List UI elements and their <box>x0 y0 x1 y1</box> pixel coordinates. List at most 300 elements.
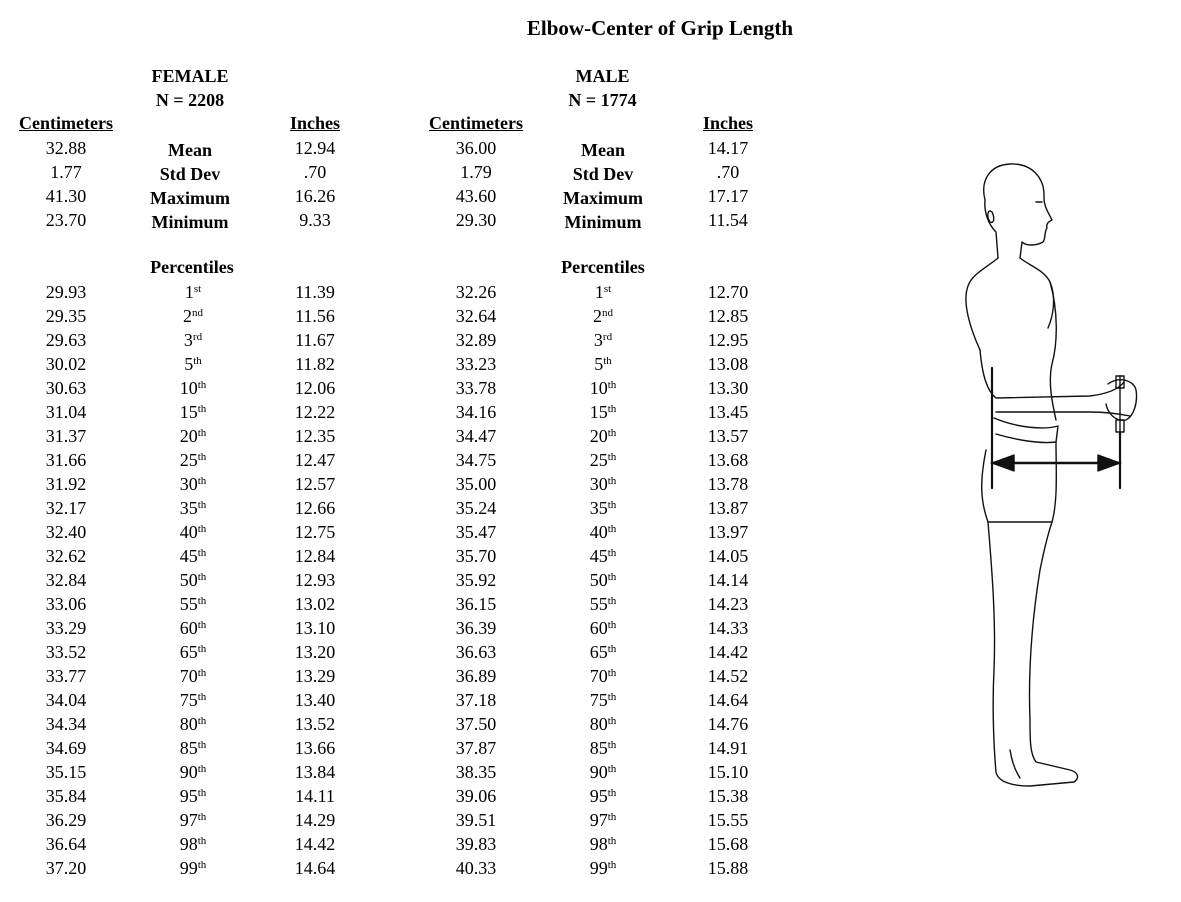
male-label: MALE <box>575 66 630 86</box>
male-percentile-cm-cell: 35.70 <box>455 546 497 566</box>
female-percentile-rank <box>150 688 236 712</box>
female-percentile-cm-cell: 31.66 <box>45 450 87 470</box>
female-percentile-cm-cell: 32.84 <box>45 570 87 590</box>
percentile-number: 3 <box>593 330 603 350</box>
percentile-suffix: th <box>197 715 207 727</box>
male-header <box>545 64 660 112</box>
female-percentile-cm-cell: 35.15 <box>45 762 87 782</box>
female-percentile-cm-cell: 31.37 <box>45 426 87 446</box>
female-max-label: Maximum <box>150 188 230 208</box>
percentile-suffix: th <box>197 691 207 703</box>
female-percentile-cm-cell: 34.34 <box>45 714 87 734</box>
percentile-suffix: nd <box>602 307 613 319</box>
percentile-number: 35 <box>179 498 198 518</box>
percentile-number: 20 <box>179 426 198 446</box>
percentile-suffix: th <box>607 595 617 607</box>
percentile-suffix: th <box>197 835 207 847</box>
male-stats-in <box>693 136 763 232</box>
female-min-label: Minimum <box>151 212 229 232</box>
male-percentile-in-column <box>693 280 763 880</box>
percentile-number: 95 <box>589 786 608 806</box>
male-percentile-rank <box>560 592 646 616</box>
male-percentile-cm-cell: 33.78 <box>455 378 497 398</box>
male-percentile-cm-cell: 39.06 <box>455 786 497 806</box>
percentile-number: 30 <box>589 474 608 494</box>
percentile-number: 10 <box>179 378 198 398</box>
male-percentile-cm-column <box>440 280 512 880</box>
female-label: FEMALE <box>151 66 229 86</box>
percentile-suffix: th <box>197 667 207 679</box>
male-percentile-cm-cell: 35.24 <box>455 498 497 518</box>
female-percentile-rank <box>150 520 236 544</box>
male-percentile-in-cell: 15.68 <box>707 834 749 854</box>
female-max-in: 16.26 <box>294 186 336 206</box>
female-percentile-in-cell: 12.06 <box>294 378 336 398</box>
male-percentile-in-cell: 15.55 <box>707 810 749 830</box>
female-percentile-rank <box>150 664 236 688</box>
percentile-suffix: th <box>197 739 207 751</box>
male-percentile-rank <box>560 688 646 712</box>
male-mean-label: Mean <box>581 140 625 160</box>
male-percentile-in-cell: 13.78 <box>707 474 749 494</box>
percentile-number: 5 <box>184 354 194 374</box>
female-percentile-in-cell: 11.82 <box>295 354 335 374</box>
male-percentile-in-cell: 14.42 <box>707 642 749 662</box>
male-stddev-cm: 1.79 <box>460 162 492 182</box>
male-percentile-cm-cell: 36.89 <box>455 666 497 686</box>
male-max-cm: 43.60 <box>455 186 497 206</box>
male-percentile-cm-cell: 35.47 <box>455 522 497 542</box>
percentile-number: 35 <box>589 498 608 518</box>
percentile-number: 5 <box>594 354 604 374</box>
page-title: Elbow-Center of Grip Length <box>526 16 794 40</box>
percentile-suffix: th <box>607 499 617 511</box>
female-mean-cm: 32.88 <box>45 138 87 158</box>
male-percentile-rank <box>560 376 646 400</box>
female-percentile-rank <box>150 784 236 808</box>
female-percentile-rank <box>150 592 236 616</box>
female-percentile-cm-cell: 34.69 <box>45 738 87 758</box>
percentile-suffix: th <box>197 451 207 463</box>
male-percentile-rank <box>560 520 646 544</box>
percentile-suffix: th <box>197 763 207 775</box>
male-percentile-rank <box>560 760 646 784</box>
male-stats-labels <box>543 138 663 234</box>
female-percentile-rank <box>150 616 236 640</box>
female-percentile-in-cell: 13.02 <box>294 594 336 614</box>
male-percentile-in-cell: 14.23 <box>707 594 749 614</box>
female-percentile-in-cell: 14.64 <box>294 858 336 878</box>
percentile-number: 15 <box>179 402 198 422</box>
female-percentile-rank-column <box>150 280 236 880</box>
female-min-cm: 23.70 <box>45 210 87 230</box>
female-percentile-cm-cell: 29.63 <box>45 330 87 350</box>
male-percentile-in-cell: 12.95 <box>707 330 749 350</box>
female-percentiles-label: Percentiles <box>150 257 234 277</box>
percentile-number: 70 <box>179 666 198 686</box>
male-percentile-rank <box>560 856 646 880</box>
female-percentile-cm-cell: 31.92 <box>45 474 87 494</box>
percentile-number: 40 <box>179 522 198 542</box>
percentile-number: 90 <box>589 762 608 782</box>
percentile-suffix: th <box>197 523 207 535</box>
male-percentile-cm-cell: 37.87 <box>455 738 497 758</box>
male-percentile-rank <box>560 712 646 736</box>
percentile-number: 45 <box>589 546 608 566</box>
percentile-suffix: th <box>607 547 617 559</box>
percentile-number: 60 <box>589 618 608 638</box>
male-min-cm: 29.30 <box>455 210 497 230</box>
female-percentile-in-cell: 12.35 <box>294 426 336 446</box>
male-percentile-in-cell: 14.52 <box>707 666 749 686</box>
female-percentile-rank <box>150 640 236 664</box>
male-percentile-cm-cell: 34.16 <box>455 402 497 422</box>
percentile-suffix: th <box>607 451 617 463</box>
percentile-number: 1 <box>594 282 604 302</box>
female-percentile-in-cell: 12.75 <box>294 522 336 542</box>
male-percentile-in-cell: 13.08 <box>707 354 749 374</box>
female-percentile-cm-cell: 33.77 <box>45 666 87 686</box>
percentile-suffix: th <box>197 379 207 391</box>
male-percentile-rank-column <box>560 280 646 880</box>
male-percentile-in-cell: 15.38 <box>707 786 749 806</box>
male-percentile-in-cell: 14.64 <box>707 690 749 710</box>
male-percentile-cm-cell: 34.47 <box>455 426 497 446</box>
female-percentile-in-cell: 14.11 <box>295 786 335 806</box>
male-percentile-rank <box>560 328 646 352</box>
female-percentile-cm-cell: 33.29 <box>45 618 87 638</box>
male-percentile-in-cell: 13.87 <box>707 498 749 518</box>
percentile-suffix: th <box>197 643 207 655</box>
percentile-suffix: th <box>197 811 207 823</box>
female-percentile-in-cell: 12.22 <box>294 402 336 422</box>
percentile-suffix: th <box>607 571 617 583</box>
percentile-number: 25 <box>589 450 608 470</box>
male-percentile-in-cell: 13.45 <box>707 402 749 422</box>
percentile-suffix: th <box>197 547 207 559</box>
female-percentile-in-cell: 13.20 <box>294 642 336 662</box>
percentile-number: 25 <box>179 450 198 470</box>
male-max-in: 17.17 <box>707 186 749 206</box>
male-max-label: Maximum <box>563 188 643 208</box>
male-percentile-in-cell: 12.70 <box>707 282 749 302</box>
percentile-number: 10 <box>589 378 608 398</box>
percentile-suffix: rd <box>602 331 613 343</box>
female-percentile-rank <box>150 544 236 568</box>
male-percentile-cm-cell: 36.39 <box>455 618 497 638</box>
female-n: N = 2208 <box>155 90 225 110</box>
percentile-number: 75 <box>179 690 198 710</box>
male-percentile-rank <box>560 280 646 304</box>
female-percentile-cm-cell: 30.02 <box>45 354 87 374</box>
percentile-suffix: th <box>607 811 617 823</box>
female-mean-label: Mean <box>168 140 212 160</box>
female-stddev-label: Std Dev <box>159 164 221 184</box>
male-mean-in: 14.17 <box>707 138 749 158</box>
male-percentile-cm-cell: 39.51 <box>455 810 497 830</box>
female-percentile-in-cell: 12.93 <box>294 570 336 590</box>
male-stats-cm <box>440 136 512 232</box>
female-percentile-rank <box>150 400 236 424</box>
percentile-number: 95 <box>179 786 198 806</box>
male-percentile-in-cell: 15.10 <box>707 762 749 782</box>
female-percentile-cm-cell: 37.20 <box>45 858 87 878</box>
percentile-number: 70 <box>589 666 608 686</box>
female-percentile-in-column <box>280 280 350 880</box>
female-min-in: 9.33 <box>299 210 331 230</box>
percentile-number: 85 <box>179 738 198 758</box>
female-percentile-in-cell: 12.66 <box>294 498 336 518</box>
female-max-cm: 41.30 <box>45 186 87 206</box>
percentile-number: 99 <box>589 858 608 878</box>
female-percentile-cm-cell: 29.35 <box>45 306 87 326</box>
percentile-suffix: th <box>607 859 617 871</box>
female-percentile-in-cell: 11.56 <box>295 306 335 326</box>
female-percentile-in-cell: 13.66 <box>294 738 336 758</box>
male-percentiles-label: Percentiles <box>561 257 645 277</box>
percentile-suffix: st <box>193 283 202 295</box>
percentile-number: 15 <box>589 402 608 422</box>
percentile-number: 98 <box>589 834 608 854</box>
female-percentile-rank <box>150 328 236 352</box>
male-percentile-cm-cell: 32.26 <box>455 282 497 302</box>
female-percentile-in-cell: 13.84 <box>294 762 336 782</box>
female-percentile-rank <box>150 472 236 496</box>
percentile-suffix: nd <box>192 307 203 319</box>
female-percentile-rank <box>150 496 236 520</box>
percentile-number: 50 <box>589 570 608 590</box>
male-percentile-in-cell: 12.85 <box>707 306 749 326</box>
percentile-suffix: th <box>607 379 617 391</box>
percentile-number: 98 <box>179 834 198 854</box>
percentile-suffix: st <box>603 283 612 295</box>
male-percentile-rank <box>560 352 646 376</box>
male-n: N = 1774 <box>568 90 637 110</box>
percentile-suffix: th <box>607 835 617 847</box>
female-percentile-rank <box>150 568 236 592</box>
female-percentile-cm-cell: 32.17 <box>45 498 87 518</box>
female-percentile-in-cell: 13.10 <box>294 618 336 638</box>
male-percentile-cm-cell: 37.18 <box>455 690 497 710</box>
standing-figure-illustration <box>940 150 1170 800</box>
percentile-suffix: th <box>607 787 617 799</box>
male-percentile-in-cell: 14.91 <box>707 738 749 758</box>
percentile-number: 85 <box>589 738 608 758</box>
male-percentile-rank <box>560 808 646 832</box>
female-percentile-in-cell: 13.29 <box>294 666 336 686</box>
female-stddev-cm: 1.77 <box>50 162 82 182</box>
percentile-number: 80 <box>179 714 198 734</box>
percentile-suffix: th <box>197 403 207 415</box>
male-percentile-in-cell: 14.33 <box>707 618 749 638</box>
female-mean-in: 12.94 <box>294 138 336 158</box>
female-percentile-cm-cell: 36.64 <box>45 834 87 854</box>
female-percentile-in-cell: 13.40 <box>294 690 336 710</box>
female-percentile-cm-cell: 29.93 <box>45 282 87 302</box>
female-percentile-in-cell: 11.67 <box>295 330 335 350</box>
male-percentile-rank <box>560 736 646 760</box>
female-percentile-rank <box>150 304 236 328</box>
male-stddev-in: .70 <box>716 162 740 182</box>
male-min-in: 11.54 <box>708 210 748 230</box>
percentile-suffix: th <box>197 475 207 487</box>
percentile-number: 75 <box>589 690 608 710</box>
female-percentile-rank <box>150 712 236 736</box>
male-percentile-rank <box>560 424 646 448</box>
percentile-suffix: th <box>197 787 207 799</box>
percentile-number: 65 <box>589 642 608 662</box>
female-percentile-in-cell: 12.47 <box>294 450 336 470</box>
male-percentile-cm-cell: 32.89 <box>455 330 497 350</box>
percentile-number: 2 <box>593 306 602 326</box>
percentile-number: 90 <box>179 762 198 782</box>
percentile-suffix: th <box>607 643 617 655</box>
male-in-header: Inches <box>702 113 753 133</box>
male-mean-cm: 36.00 <box>455 138 497 158</box>
percentile-suffix: th <box>607 739 617 751</box>
percentile-suffix: th <box>607 715 617 727</box>
percentile-number: 55 <box>179 594 198 614</box>
percentile-suffix: th <box>197 427 207 439</box>
percentile-suffix: rd <box>192 331 203 343</box>
female-percentile-in-cell: 12.57 <box>294 474 336 494</box>
female-percentile-cm-cell: 33.06 <box>45 594 87 614</box>
male-percentile-rank <box>560 832 646 856</box>
percentile-number: 60 <box>179 618 198 638</box>
female-in-header: Inches <box>289 113 340 133</box>
percentile-suffix: th <box>607 523 617 535</box>
male-percentile-rank <box>560 568 646 592</box>
male-percentile-in-cell: 13.57 <box>707 426 749 446</box>
male-percentile-in-cell: 15.88 <box>707 858 749 878</box>
female-percentile-rank <box>150 808 236 832</box>
male-percentile-cm-cell: 35.92 <box>455 570 497 590</box>
male-percentile-cm-cell: 39.83 <box>455 834 497 854</box>
percentile-number: 97 <box>589 810 608 830</box>
female-percentile-cm-cell: 35.84 <box>45 786 87 806</box>
female-percentile-rank <box>150 424 236 448</box>
female-percentile-rank <box>150 376 236 400</box>
female-percentile-rank <box>150 448 236 472</box>
male-min-label: Minimum <box>564 212 642 232</box>
male-percentile-rank <box>560 640 646 664</box>
female-percentile-cm-cell: 34.04 <box>45 690 87 710</box>
female-stats-in <box>280 136 350 232</box>
female-percentile-in-cell: 14.29 <box>294 810 336 830</box>
female-header <box>130 64 250 112</box>
female-percentile-cm-cell: 33.52 <box>45 642 87 662</box>
percentile-number: 50 <box>179 570 198 590</box>
percentile-suffix: th <box>607 619 617 631</box>
male-percentile-cm-cell: 36.15 <box>455 594 497 614</box>
female-cm-header: Centimeters <box>19 113 113 133</box>
percentile-suffix: th <box>197 499 207 511</box>
male-percentile-rank <box>560 496 646 520</box>
male-percentile-cm-cell: 37.50 <box>455 714 497 734</box>
female-percentile-in-cell: 11.39 <box>295 282 335 302</box>
male-percentile-cm-cell: 40.33 <box>455 858 497 878</box>
female-stats-labels <box>130 138 250 234</box>
female-stats-cm <box>30 136 102 232</box>
female-percentile-cm-cell: 30.63 <box>45 378 87 398</box>
female-percentile-cm-cell: 36.29 <box>45 810 87 830</box>
male-percentile-cm-cell: 36.63 <box>455 642 497 662</box>
percentile-number: 65 <box>179 642 198 662</box>
male-cm-header: Centimeters <box>429 113 523 133</box>
male-percentile-in-cell: 13.68 <box>707 450 749 470</box>
male-percentile-rank <box>560 664 646 688</box>
male-percentile-cm-cell: 34.75 <box>455 450 497 470</box>
female-percentile-rank <box>150 832 236 856</box>
percentile-number: 20 <box>589 426 608 446</box>
percentile-suffix: th <box>607 475 617 487</box>
percentile-suffix: th <box>193 355 202 367</box>
percentile-suffix: th <box>607 691 617 703</box>
male-percentile-rank <box>560 400 646 424</box>
percentile-number: 30 <box>179 474 198 494</box>
female-percentile-rank <box>150 352 236 376</box>
percentile-number: 40 <box>589 522 608 542</box>
percentile-suffix: th <box>197 859 207 871</box>
female-percentile-rank <box>150 856 236 880</box>
percentile-number: 2 <box>183 306 192 326</box>
male-percentile-in-cell: 13.97 <box>707 522 749 542</box>
male-percentile-cm-cell: 32.64 <box>455 306 497 326</box>
female-percentile-in-cell: 13.52 <box>294 714 336 734</box>
percentile-suffix: th <box>603 355 612 367</box>
male-percentile-in-cell: 14.14 <box>707 570 749 590</box>
male-stddev-label: Std Dev <box>572 164 634 184</box>
percentile-suffix: th <box>607 667 617 679</box>
percentile-suffix: th <box>197 595 207 607</box>
percentile-number: 45 <box>179 546 198 566</box>
female-percentile-cm-cell: 31.04 <box>45 402 87 422</box>
percentile-suffix: th <box>607 403 617 415</box>
male-percentile-cm-cell: 38.35 <box>455 762 497 782</box>
percentile-suffix: th <box>197 619 207 631</box>
male-percentile-in-cell: 14.76 <box>707 714 749 734</box>
female-percentile-cm-cell: 32.40 <box>45 522 87 542</box>
male-percentile-rank <box>560 784 646 808</box>
male-percentile-rank <box>560 448 646 472</box>
female-percentile-cm-cell: 32.62 <box>45 546 87 566</box>
female-percentile-in-cell: 12.84 <box>294 546 336 566</box>
female-stddev-in: .70 <box>303 162 327 182</box>
male-percentile-rank <box>560 304 646 328</box>
percentile-number: 80 <box>589 714 608 734</box>
female-percentile-rank <box>150 280 236 304</box>
female-percentile-rank <box>150 736 236 760</box>
percentile-suffix: th <box>607 763 617 775</box>
male-percentile-in-cell: 14.05 <box>707 546 749 566</box>
female-percentile-rank <box>150 760 236 784</box>
male-percentile-rank <box>560 472 646 496</box>
percentile-number: 55 <box>589 594 608 614</box>
female-percentile-cm-column <box>30 280 102 880</box>
male-percentile-cm-cell: 33.23 <box>455 354 497 374</box>
female-percentile-in-cell: 14.42 <box>294 834 336 854</box>
male-percentile-cm-cell: 35.00 <box>455 474 497 494</box>
male-percentile-in-cell: 13.30 <box>707 378 749 398</box>
percentile-suffix: th <box>607 427 617 439</box>
percentile-number: 3 <box>183 330 193 350</box>
male-percentile-rank <box>560 616 646 640</box>
male-percentile-rank <box>560 544 646 568</box>
percentile-number: 97 <box>179 810 198 830</box>
percentile-number: 1 <box>184 282 194 302</box>
percentile-suffix: th <box>197 571 207 583</box>
percentile-number: 99 <box>179 858 198 878</box>
